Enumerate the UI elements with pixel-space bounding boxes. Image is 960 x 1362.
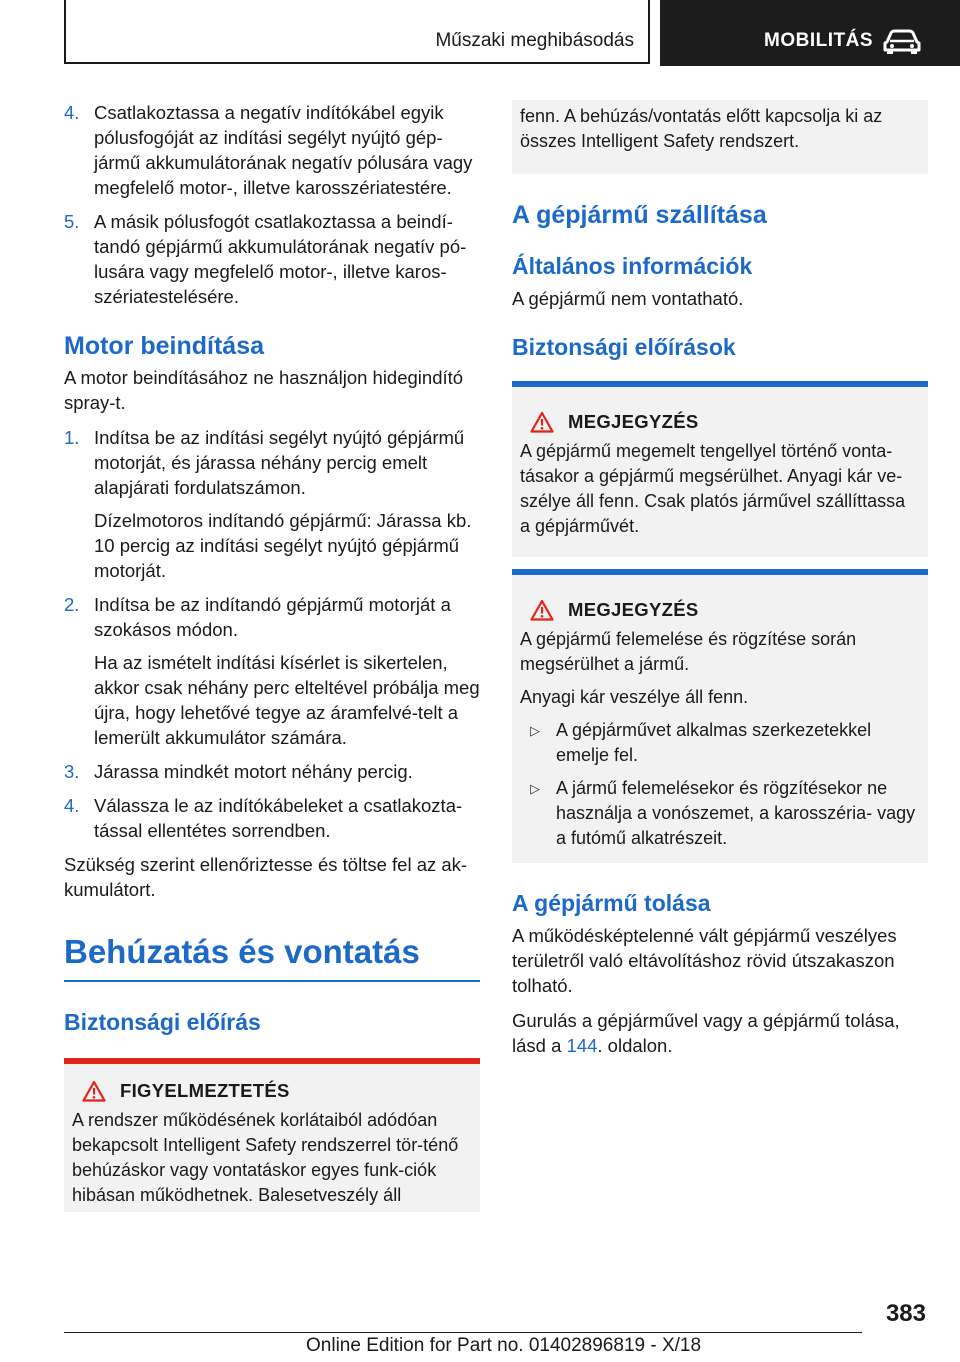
list-item bbox=[64, 209, 480, 309]
list-item bbox=[64, 793, 480, 843]
note-box bbox=[512, 569, 928, 863]
step-number: 3. bbox=[64, 761, 80, 782]
chapter-tab bbox=[660, 0, 960, 66]
paragraph: Szükség szerint ellenőriztesse és töltse fel az ak-kumulátort. bbox=[64, 854, 468, 900]
bullet-item bbox=[520, 718, 920, 768]
note-title: MEGJEGYZÉS bbox=[568, 411, 699, 432]
note-text: A gépjármű megemelt tengellyel történő vonta-tásakor a gépjármű megsérülhet. Anyagi kár ve-szélye áll fenn. Csak platós járművel szállíttassa a gépjárművét. bbox=[520, 441, 906, 536]
step-number: 4. bbox=[64, 102, 80, 123]
step-subtext: Dízelmotoros indítandó gépjármű: Járassa kb. 10 percig az indítási segélyt nyújtó gépjármű motorját. bbox=[94, 510, 472, 581]
bullet-triangle-icon: ▷ bbox=[530, 781, 540, 796]
step-text: Járassa mindkét motort néhány percig. bbox=[94, 761, 413, 782]
bullet-text: A jármű felemelésekor és rögzítésekor ne használja a vonószemet, a karosszéria- vagy a futómű alkatrészeit. bbox=[556, 778, 916, 848]
step-text: Csatlakoztassa a negatív indítókábel egyik pólusfogóját az indítási segélyt nyújtó gép-jármű akkumulátorának negatív pólusára vagy megfelelő motor-, illetve karosszériatestére. bbox=[94, 102, 473, 198]
step-text: Indítsa be az indítási segélyt nyújtó gépjármű motorját, és járassa néhány percig emelt alapjárati fordulatszámon. bbox=[94, 427, 465, 498]
chapter-title: MOBILITÁS bbox=[764, 30, 873, 51]
page-header bbox=[0, 0, 960, 66]
note-text: A gépjármű felemelése és rögzítése során megsérülhet a jármű. bbox=[520, 629, 857, 674]
list-item bbox=[64, 425, 480, 583]
warning-triangle-icon bbox=[530, 411, 554, 433]
footer-divider bbox=[64, 1332, 862, 1333]
step-text: Indítsa be az indítandó gépjármű motorját a szokásos módon. bbox=[94, 594, 451, 640]
list-item bbox=[64, 592, 480, 750]
step-text: A másik pólusfogót csatlakoztassa a beindí-tandó gépjármű akkumulátorának negatív pó-lusára vagy megfelelő motor-, illetve karos-szériatestelésére. bbox=[94, 211, 467, 307]
bullet-triangle-icon: ▷ bbox=[530, 723, 540, 738]
warning-title: FIGYELMEZTETÉS bbox=[120, 1080, 290, 1101]
chapter-heading-block bbox=[64, 932, 480, 982]
bullet-text: A gépjárművet alkalmas szerkezetekkel emelje fel. bbox=[556, 720, 872, 765]
paragraph bbox=[512, 1008, 928, 1058]
section-heading: Motor beindítása bbox=[64, 332, 265, 360]
section-tab bbox=[64, 0, 650, 64]
chapter-heading: Behúzatás és vontatás bbox=[64, 933, 420, 970]
step-subtext: Ha az ismételt indítási kísérlet is sikertelen, akkor csak néhány perc elteltével próbálja meg újra, hogy lehetővé tegye az áramfelvé-telt a lemerült akkumulátor számára. bbox=[94, 652, 480, 748]
warning-box-continued bbox=[512, 100, 928, 174]
warning-text: A rendszer működésének korlátaiból adódóan bekapcsolt Intelligent Safety rendszerrel tör-ténő behúzáskor vagy vontatáskor egyes funk-ciók hibásan működhetnek. Balesetveszély áll bbox=[72, 1110, 459, 1205]
footer-edition: Online Edition for Part no. 01402896819 - X/18 bbox=[306, 1335, 702, 1356]
section-heading: A gépjármű szállítása bbox=[512, 201, 767, 229]
note-text: Anyagi kár veszélye áll fenn. bbox=[520, 687, 749, 707]
reference-text: Gurulás a gépjárművel vagy a gépjármű tolása, lásd a bbox=[512, 1010, 900, 1056]
list-item bbox=[64, 759, 480, 784]
warning-triangle-icon bbox=[82, 1080, 106, 1102]
right-column bbox=[512, 100, 928, 1058]
note-title: MEGJEGYZÉS bbox=[568, 599, 699, 620]
left-column bbox=[64, 100, 480, 1212]
page-link[interactable]: 144 bbox=[566, 1035, 598, 1056]
step-number: 1. bbox=[64, 427, 80, 448]
subsection-heading: A gépjármű tolása bbox=[512, 890, 711, 916]
step-number: 4. bbox=[64, 795, 80, 816]
paragraph: A motor beindításához ne használjon hidegindító spray-t. bbox=[64, 367, 464, 413]
note-box bbox=[512, 381, 928, 557]
step-text: Válassza le az indítókábeleket a csatlakozta-tással ellentétes sorrendben. bbox=[94, 795, 463, 841]
step-number: 2. bbox=[64, 594, 80, 615]
paragraph: A működésképtelenné vált gépjármű veszélyes területről való eltávolításhoz rövid útszakaszon tolható. bbox=[512, 925, 897, 996]
warning-box bbox=[64, 1058, 480, 1212]
warning-text: fenn. A behúzás/vontatás előtt kapcsolja ki az összes Intelligent Safety rendszert. bbox=[520, 106, 883, 151]
list-item bbox=[64, 100, 480, 200]
bullet-item bbox=[520, 776, 920, 851]
warning-triangle-icon bbox=[530, 599, 554, 621]
subsection-heading: Általános információk bbox=[512, 253, 753, 279]
step-number: 5. bbox=[64, 211, 80, 232]
paragraph: A gépjármű nem vontatható. bbox=[512, 288, 744, 309]
subsection-heading: Biztonsági előírások bbox=[512, 334, 736, 360]
car-icon bbox=[882, 28, 922, 54]
section-title: Műszaki meghibásodás bbox=[435, 30, 634, 51]
subsection-heading: Biztonsági előírás bbox=[64, 1009, 261, 1035]
reference-suffix: . oldalon. bbox=[597, 1035, 673, 1056]
page-number: 383 bbox=[885, 1300, 926, 1327]
